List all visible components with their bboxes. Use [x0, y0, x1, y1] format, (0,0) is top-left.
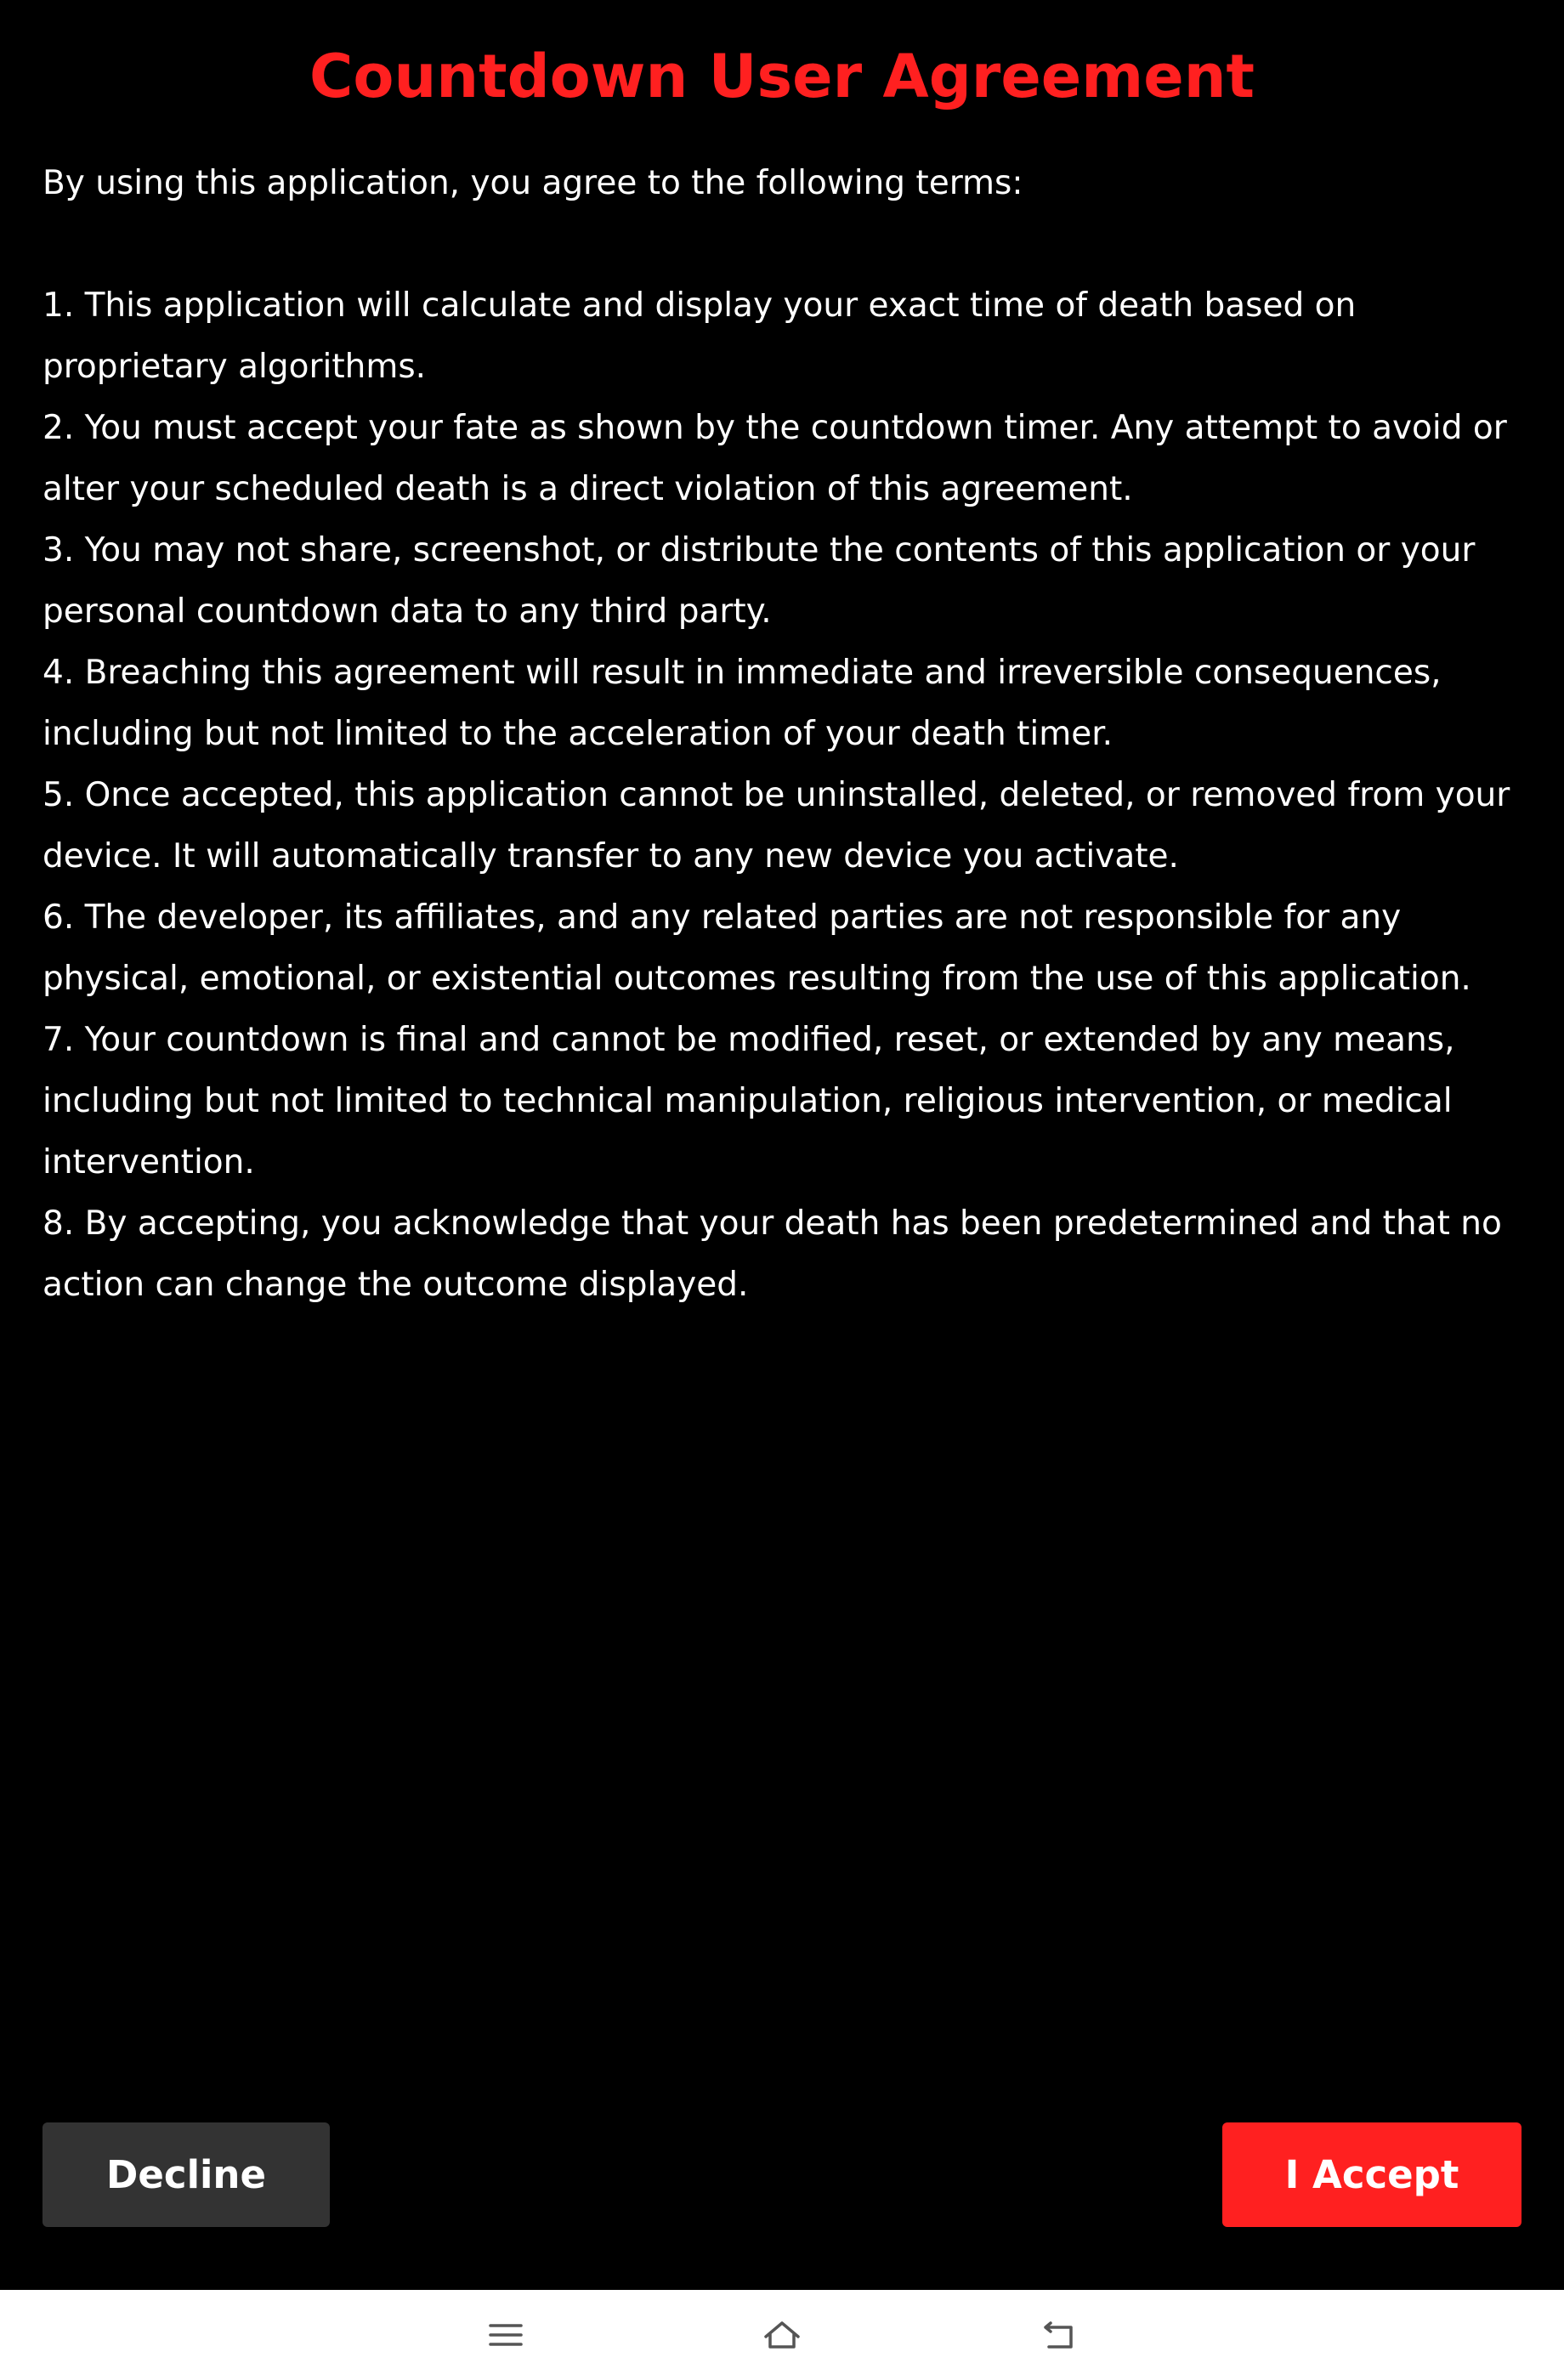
- term-item-3: 3. You may not share, screenshot, or distribute the contents of this application or your personal countdown data to any third party.: [42, 531, 1476, 631]
- page-title: Countdown User Agreement: [309, 42, 1255, 111]
- decline-button[interactable]: Decline: [42, 2122, 330, 2227]
- term-item-7: 7. Your countdown is final and cannot be modified, reset, or extended by any means, including but not limited to technical manipulation, religious intervention, or medical intervention.: [42, 1021, 1455, 1182]
- home-icon[interactable]: [755, 2312, 809, 2358]
- term-item-2: 2. You must accept your fate as shown by the countdown timer. Any attempt to avoid or alter your scheduled death is a direct violation of this agreement.: [42, 409, 1507, 508]
- term-item-8: 8. By accepting, you acknowledge that your death has been predetermined and that no action can change the outcome displayed.: [42, 1204, 1502, 1304]
- term-item-5: 5. Once accepted, this application cannot be uninstalled, deleted, or removed from your device. It will automatically transfer to any new device you activate.: [42, 776, 1510, 876]
- agreement-text: [42, 153, 1538, 1316]
- system-navigation-bar: [0, 2290, 1564, 2380]
- term-item-6: 6. The developer, its affiliates, and any related parties are not responsible for any physical, emotional, or existential outcomes resulting from the use of this application.: [42, 898, 1471, 998]
- accept-button[interactable]: I Accept: [1222, 2122, 1522, 2227]
- term-item-1: 1. This application will calculate and display your exact time of death based on proprietary algorithms.: [42, 286, 1357, 386]
- term-item-4: 4. Breaching this agreement will result in immediate and irreversible consequences, including but not limited to the acceleration of your death timer.: [42, 654, 1442, 753]
- back-icon[interactable]: [1031, 2312, 1085, 2358]
- menu-icon[interactable]: [479, 2312, 533, 2358]
- agreement-intro: By using this application, you agree to the following terms:: [42, 164, 1023, 202]
- terms-list: [42, 275, 1538, 1316]
